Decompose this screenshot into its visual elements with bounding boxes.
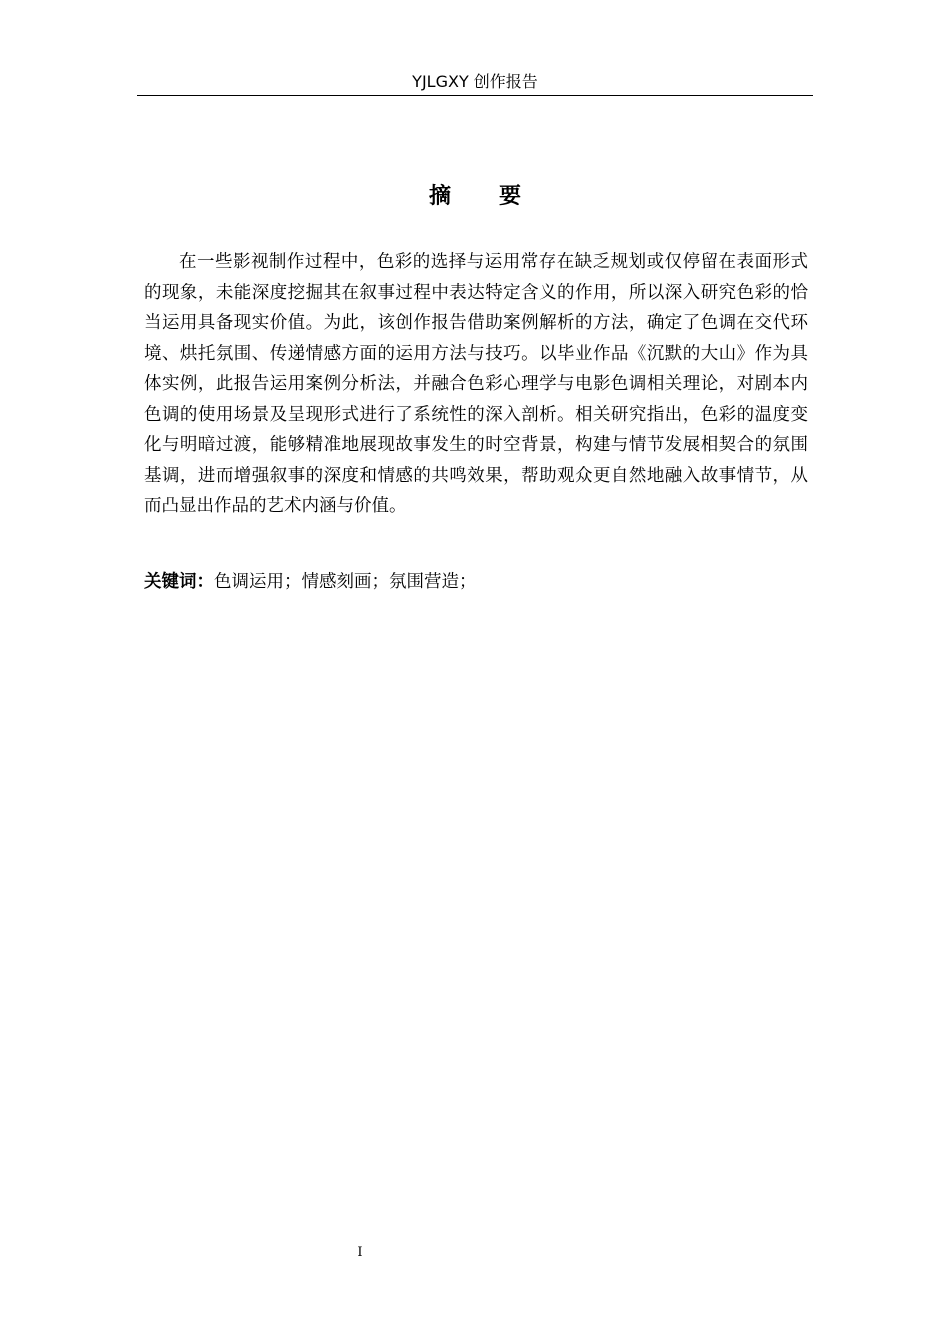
keywords-line: [144, 567, 808, 598]
abstract-body: 在一些影视制作过程中，色彩的选择与运用常存在缺乏规划或仅停留在表面形式的现象，未能深度挖掘其在叙事过程中表达特定含义的作用，所以深入研究色彩的恰当运用具备现实价值。为此，该创作报告借助案例解析的方法，确定了色调在交代环境、烘托氛围、传递情感方面的运用方法与技巧。以毕业作品《沉默的大山》作为具体实例，此报告运用案例分析法，并融合色彩心理学与电影色调相关理论，对剧本内色调的使用场景及呈现形式进行了系统性的深入剖析。相关研究指出，色彩的温度变化与明暗过渡，能够精准地展现故事发生的时空背景，构建与情节发展相契合的氛围基调，进而增强叙事的深度和情感的共鸣效果，帮助观众更自然地融入故事情节，从而凸显出作品的艺术内涵与价值。: [144, 252, 808, 516]
page-number: I: [357, 1245, 363, 1260]
abstract-title: 摘要: [428, 184, 569, 209]
page-header: YJLGXY 创作报告: [412, 72, 538, 91]
keywords-label: 关键词：: [144, 572, 214, 592]
header-divider: [137, 95, 813, 96]
keywords-value: 色调运用；情感刻画；氛围营造；: [214, 572, 477, 592]
